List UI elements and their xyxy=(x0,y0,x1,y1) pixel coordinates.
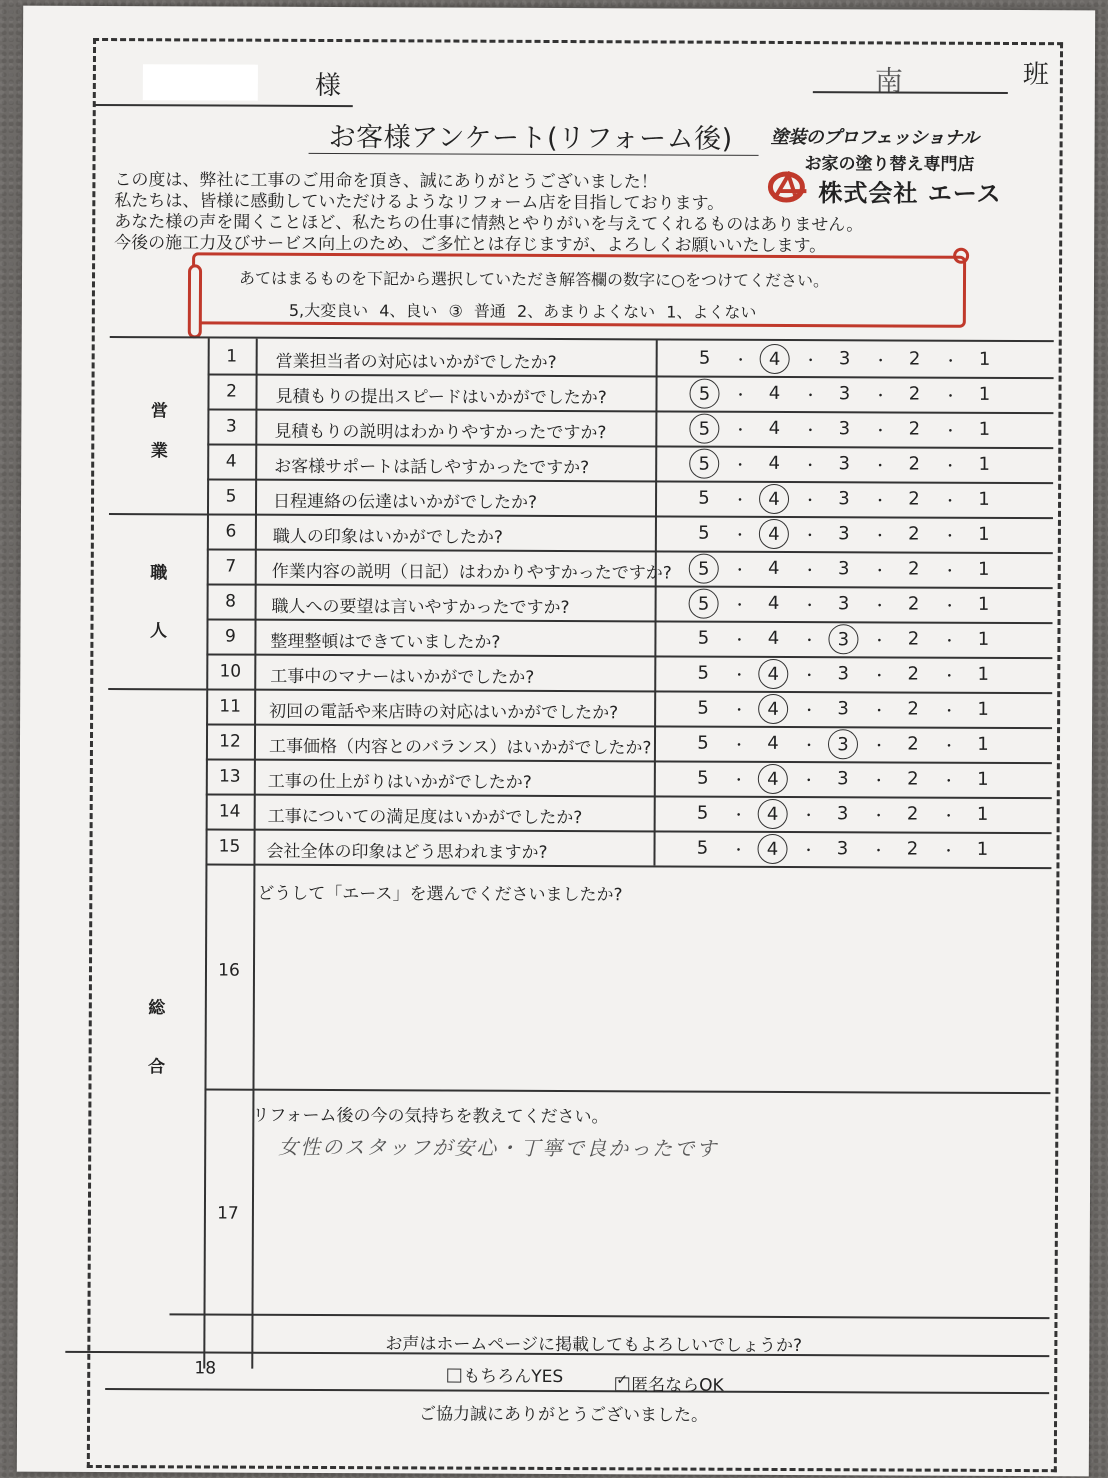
scroll-curl xyxy=(188,264,202,338)
question-number: 1 xyxy=(226,346,238,367)
separator-dot: ・ xyxy=(873,458,888,475)
honorific-label: 様 xyxy=(314,70,341,102)
separator-dot: ・ xyxy=(871,843,886,860)
separator-dot: ・ xyxy=(942,633,957,650)
question-text: リフォーム後の今の気持ちを教えてください。 xyxy=(252,1105,609,1128)
question-text: どうして「エース」を選んでくださいましたか? xyxy=(257,883,623,906)
rating-option[interactable]: 4 xyxy=(757,834,787,864)
rating-option[interactable]: 3 xyxy=(838,418,851,440)
separator-dot: ・ xyxy=(943,458,958,475)
category-sales: 業 xyxy=(150,441,168,462)
separator-dot: ・ xyxy=(801,808,816,825)
separator-dot: ・ xyxy=(872,703,887,720)
intro-line: 今後の施工力及びサービス向上のため、ご多忙とは存じますが、よろしくお願いいたします。 xyxy=(114,233,827,257)
separator-dot: ・ xyxy=(943,493,958,510)
separator-dot: ・ xyxy=(803,423,818,440)
category-overall: 総 xyxy=(148,998,166,1019)
question-rows xyxy=(110,338,1054,863)
company-tagline: 塗装のプロフェッショナル xyxy=(770,126,979,149)
rating-option[interactable]: 2 xyxy=(907,663,920,685)
question-text: 営業担当者の対応はいかがでしたか? xyxy=(275,351,557,373)
rating-option[interactable]: 5 xyxy=(689,379,719,409)
question-text: 日程連絡の伝達はいかがでしたか? xyxy=(272,491,538,513)
question-text: 職人への要望は言いやすかったですか? xyxy=(271,596,570,619)
checkbox-checked-icon[interactable] xyxy=(615,1377,629,1391)
rating-option[interactable]: 5 xyxy=(689,589,719,619)
team-handwriting: 南 xyxy=(874,64,903,98)
separator-dot: ・ xyxy=(802,668,817,685)
separator-dot: ・ xyxy=(873,353,888,370)
rating-option[interactable]: 4 xyxy=(767,592,780,614)
instruction-box xyxy=(192,252,966,327)
separator-dot: ・ xyxy=(942,528,957,545)
rating-option[interactable]: 4 xyxy=(759,519,789,549)
rating-option[interactable]: 2 xyxy=(908,418,921,440)
rating-option[interactable]: 2 xyxy=(907,733,919,755)
rating-option[interactable]: 2 xyxy=(907,628,920,650)
question-number: 16 xyxy=(218,960,240,981)
rating-option[interactable]: 1 xyxy=(976,838,989,860)
category-separator xyxy=(108,688,206,690)
checkbox-icon[interactable] xyxy=(447,1369,461,1383)
rating-option[interactable]: 4 xyxy=(760,344,790,374)
rating-option[interactable]: 2 xyxy=(908,453,920,475)
rating-option[interactable]: 4 xyxy=(768,452,780,474)
score-divider xyxy=(653,340,657,865)
question-number: 9 xyxy=(224,626,236,647)
category-craftsman: 人 xyxy=(149,621,168,642)
rating-option[interactable]: 3 xyxy=(838,348,851,370)
separator-dot: ・ xyxy=(803,353,818,370)
separator-dot: ・ xyxy=(732,597,747,614)
question-text: 工事価格（内容とのバランス）はいかがでしたか? xyxy=(268,736,652,759)
rating-option[interactable]: 4 xyxy=(758,799,788,829)
separator-dot: ・ xyxy=(941,773,956,790)
separator-dot: ・ xyxy=(733,492,748,509)
question-number: 10 xyxy=(219,661,242,682)
rating-option[interactable]: 2 xyxy=(907,558,920,580)
separator-dot: ・ xyxy=(942,703,957,720)
rating-option[interactable]: 5 xyxy=(698,522,710,544)
rating-option[interactable]: 3 xyxy=(838,488,850,510)
intro-line: あなた様の声を聞くことほど、私たちの仕事に情熱とやりがいを与えてくれるものはありません。 xyxy=(114,212,864,236)
team-label: 班 xyxy=(1022,60,1049,91)
instruction-text: あてはまるものを下記から選択していただき解答欄の数字に○をつけてください。 xyxy=(238,268,830,291)
question-text: 工事中のマナーはいかがでしたか? xyxy=(270,666,535,688)
redacted-name xyxy=(143,64,258,101)
separator-dot: ・ xyxy=(871,773,886,790)
separator-dot: ・ xyxy=(943,353,958,370)
separator-dot: ・ xyxy=(872,528,887,545)
rating-option[interactable]: 3 xyxy=(837,768,849,790)
rating-option[interactable]: 3 xyxy=(838,453,850,475)
rating-option[interactable]: 1 xyxy=(978,348,991,370)
question-text: お声はホームページに掲載してもよろしいでしょうか? xyxy=(385,1334,803,1357)
handwritten-answer: 女性のスタッフが安心・丁寧で良かったです xyxy=(278,1134,719,1161)
question-text: 整理整頓はできていましたか? xyxy=(270,631,501,653)
rating-option[interactable]: 1 xyxy=(978,418,991,440)
question-number: 6 xyxy=(225,521,237,542)
category-craftsman: 職 xyxy=(150,563,168,584)
question-number: 4 xyxy=(225,451,237,472)
question-text: 会社全体の印象はどう思われますか? xyxy=(266,841,548,863)
option-yes[interactable] xyxy=(447,1362,563,1388)
rating-option[interactable]: 5 xyxy=(697,662,710,684)
rating-option[interactable]: 2 xyxy=(908,488,920,510)
separator-dot: ・ xyxy=(732,702,747,719)
question-number: 18 xyxy=(194,1358,217,1379)
separator-dot: ・ xyxy=(803,493,818,510)
rating-option[interactable]: 2 xyxy=(908,523,920,545)
rating-option[interactable]: 3 xyxy=(838,523,850,545)
survey-table xyxy=(105,336,1053,1426)
separator-dot: ・ xyxy=(731,737,747,754)
question-number: 12 xyxy=(219,731,241,752)
separator-dot: ・ xyxy=(941,808,956,825)
option-label: もちろんYES xyxy=(463,1366,564,1388)
separator-dot: ・ xyxy=(733,352,748,369)
separator-dot: ・ xyxy=(802,633,817,650)
rating-option[interactable]: 4 xyxy=(758,764,788,794)
separator-dot: ・ xyxy=(732,667,747,684)
question-number: 5 xyxy=(225,486,237,507)
rating-option[interactable]: 5 xyxy=(696,837,709,859)
separator-dot: ・ xyxy=(942,563,957,580)
separator-dot: ・ xyxy=(942,668,957,685)
rating-option[interactable]: 4 xyxy=(767,627,780,649)
question-number: 11 xyxy=(219,696,242,717)
question-text: 見積もりの提出スピードはいかがでしたか? xyxy=(275,386,607,409)
rating-option[interactable]: 2 xyxy=(907,768,919,790)
rating-option[interactable]: 1 xyxy=(977,663,990,685)
rating-option[interactable]: 3 xyxy=(837,593,850,615)
row-separator xyxy=(169,1313,1049,1319)
rating-option[interactable]: 2 xyxy=(906,803,919,825)
rating-option[interactable]: 5 xyxy=(698,487,710,509)
rating-option[interactable]: 1 xyxy=(978,523,990,545)
rating-option[interactable]: 5 xyxy=(689,449,719,479)
separator-dot: ・ xyxy=(733,457,748,474)
rating-option[interactable]: 5 xyxy=(696,802,709,824)
rating-option[interactable]: 2 xyxy=(907,593,920,615)
separator-dot: ・ xyxy=(872,563,887,580)
question-text: 作業内容の説明（日記）はわかりやすかったですか? xyxy=(271,561,672,584)
rating-option[interactable]: 1 xyxy=(977,628,990,650)
rating-option[interactable]: 2 xyxy=(906,838,919,860)
intro-line: この度は、弊社に工事のご用命を頂き、誠にありがとうございました！ xyxy=(114,170,658,193)
separator-dot: ・ xyxy=(871,808,886,825)
rating-option[interactable]: 1 xyxy=(977,593,990,615)
rating-option[interactable]: 4 xyxy=(767,557,780,579)
rating-option[interactable]: 2 xyxy=(908,348,921,370)
question-text: 工事についての満足度はいかがでしたか? xyxy=(267,806,583,829)
question-number: 13 xyxy=(218,766,241,787)
rating-option[interactable]: 4 xyxy=(759,484,789,514)
question-text: 職人の印象はいかがでしたか? xyxy=(272,526,503,548)
rating-option[interactable]: 5 xyxy=(689,414,719,444)
rating-option[interactable]: 3 xyxy=(837,663,850,685)
separator-dot: ・ xyxy=(941,843,956,860)
rating-option[interactable]: 3 xyxy=(837,558,850,580)
intro-text xyxy=(114,170,964,258)
separator-dot: ・ xyxy=(801,843,816,860)
separator-dot: ・ xyxy=(802,598,817,615)
separator-dot: ・ xyxy=(943,388,958,405)
rating-option[interactable]: 1 xyxy=(977,733,989,755)
separator-dot: ・ xyxy=(731,772,746,789)
separator-dot: ・ xyxy=(802,563,817,580)
category-separator xyxy=(109,513,207,515)
separator-dot: ・ xyxy=(733,387,748,404)
separator-dot: ・ xyxy=(872,668,887,685)
separator-dot: ・ xyxy=(802,703,817,720)
rating-option[interactable]: 4 xyxy=(758,694,788,724)
rating-option[interactable]: 3 xyxy=(828,624,858,654)
rating-option[interactable]: 1 xyxy=(977,698,989,720)
rating-option[interactable]: 3 xyxy=(837,698,849,720)
question-number: 2 xyxy=(226,381,237,402)
separator-dot: ・ xyxy=(803,388,818,405)
question-text: 工事の仕上がりはいかがでしたか? xyxy=(267,771,532,793)
separator-dot: ・ xyxy=(732,562,747,579)
rating-option[interactable]: 3 xyxy=(828,729,858,759)
rating-option[interactable]: 4 xyxy=(768,382,781,404)
rating-option[interactable]: 1 xyxy=(976,803,989,825)
separator-dot: ・ xyxy=(871,738,887,755)
option-label: 匿名ならOK xyxy=(631,1375,724,1396)
question-text: 初回の電話や来店時の対応はいかがでしたか? xyxy=(269,701,619,724)
rating-option[interactable]: 1 xyxy=(978,383,991,405)
separator-dot: ・ xyxy=(732,527,747,544)
separator-dot: ・ xyxy=(872,598,887,615)
rating-option[interactable]: 5 xyxy=(697,767,709,789)
separator-dot: ・ xyxy=(801,773,816,790)
separator-dot: ・ xyxy=(873,423,888,440)
category-sales: 営 xyxy=(150,401,168,422)
separator-dot: ・ xyxy=(873,493,888,510)
separator-dot: ・ xyxy=(941,738,957,755)
separator-dot: ・ xyxy=(872,633,887,650)
separator-dot: ・ xyxy=(873,388,888,405)
company-name: 株式会社 エース xyxy=(818,179,1002,208)
page-title: お客様アンケート(リフォーム後) xyxy=(328,122,733,155)
separator-dot: ・ xyxy=(731,807,746,824)
row-separator xyxy=(204,1088,1050,1094)
rating-option[interactable]: 5 xyxy=(689,554,719,584)
question-text: 見積もりの説明はわかりやすかったですか? xyxy=(274,421,607,444)
category-overall: 合 xyxy=(148,1057,166,1078)
rating-option[interactable]: 1 xyxy=(978,488,990,510)
question-number: 14 xyxy=(218,801,241,822)
rating-option[interactable]: 5 xyxy=(698,347,711,369)
separator-dot: ・ xyxy=(732,632,747,649)
rating-option[interactable]: 3 xyxy=(836,803,849,825)
rating-option[interactable]: 3 xyxy=(836,838,849,860)
separator-dot: ・ xyxy=(731,842,746,859)
company-description: お家の塗り替え専門店 xyxy=(804,154,975,175)
rating-option[interactable]: 4 xyxy=(758,659,788,689)
rating-option[interactable]: 3 xyxy=(838,383,851,405)
rating-option[interactable]: 4 xyxy=(767,732,779,754)
question-text: お客様サポートは話しやすかったですか? xyxy=(274,456,590,479)
separator-dot: ・ xyxy=(942,598,957,615)
question-number: 15 xyxy=(218,836,241,857)
intro-line: 私たちは、皆様に感動していただけるようなリフォーム店を目指しております。 xyxy=(114,191,725,214)
separator-dot: ・ xyxy=(803,458,818,475)
rating-option[interactable]: 1 xyxy=(978,453,990,475)
rating-option[interactable]: 5 xyxy=(697,697,709,719)
question-number: 17 xyxy=(217,1203,239,1224)
separator-dot: ・ xyxy=(733,422,748,439)
closing-message: ご協力誠にありがとうございました。 xyxy=(419,1404,709,1426)
survey-sheet xyxy=(17,6,1095,1477)
scale-legend: 5,大変良い 4、良い ③ 普通 2、あまりよくない 1、よくない xyxy=(288,300,757,322)
separator-dot: ・ xyxy=(943,423,958,440)
question-number: 8 xyxy=(225,591,237,612)
question-number: 3 xyxy=(225,416,237,437)
separator-dot: ・ xyxy=(801,738,817,755)
rating-option[interactable]: 5 xyxy=(697,627,710,649)
rating-option[interactable]: 2 xyxy=(907,698,919,720)
rating-option[interactable]: 5 xyxy=(697,732,709,754)
rating-option[interactable]: 2 xyxy=(908,383,921,405)
rating-option[interactable]: 4 xyxy=(768,417,781,439)
rating-option[interactable]: 1 xyxy=(977,558,990,580)
question-number: 7 xyxy=(225,556,237,577)
option-anonymous[interactable] xyxy=(615,1370,724,1395)
rating-option[interactable]: 1 xyxy=(977,768,989,790)
separator-dot: ・ xyxy=(802,528,817,545)
